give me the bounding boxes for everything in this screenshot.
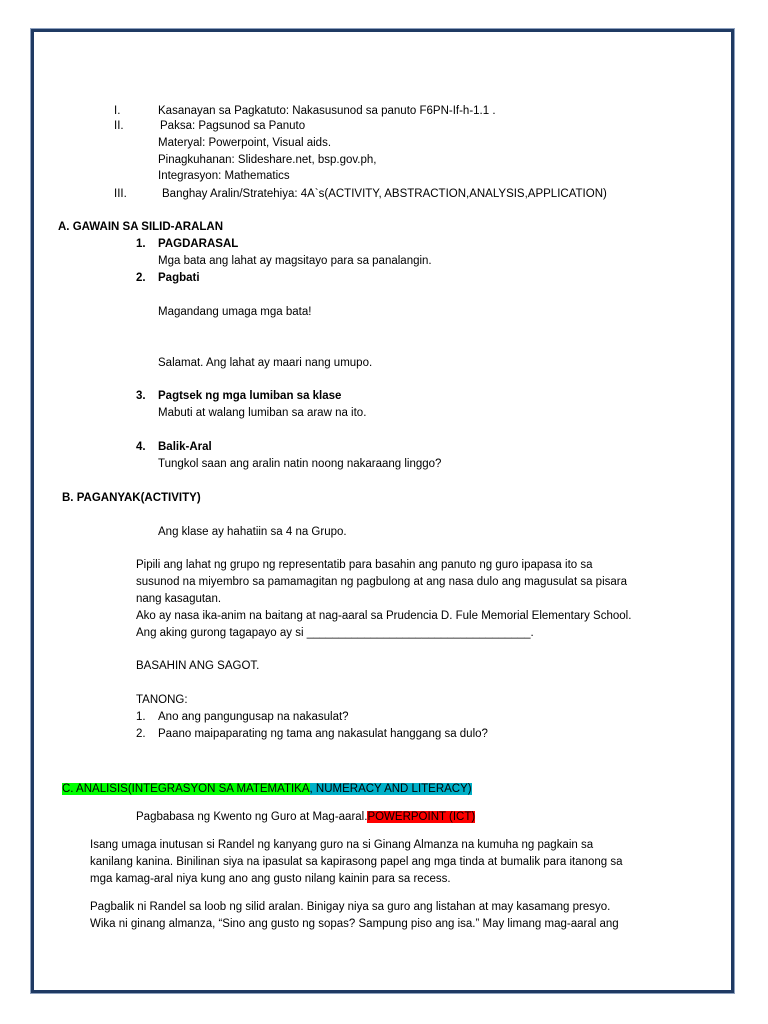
tanong-heading: TANONG: [136, 694, 188, 706]
section-a-heading: A. GAWAIN SA SILID-ARALAN [58, 221, 224, 233]
section-b-heading: B. PAGANYAK(ACTIVITY) [62, 492, 201, 504]
list-number: 4. [136, 441, 146, 453]
materyal-line: Materyal: Powerpoint, Visual aids. [158, 137, 332, 149]
kasanayan-line: Kasanayan sa Pagkatuto: Nakasusunod sa panuto F6PN-If-h-1.1 . [158, 105, 496, 117]
balik-aral-title: Balik-Aral [158, 441, 212, 453]
list-number: 2. [136, 272, 146, 284]
item-number: III. [114, 188, 127, 200]
pagbati-text2: Salamat. Ang lahat ay maari nang umupo. [158, 357, 373, 369]
pagtsek-title: Pagtsek ng mga lumiban sa klase [158, 390, 342, 402]
story-line: kanilang kanina. Binilinan siya na ipasulat sa kapirasong papel ang mga tinda at bumalik para itanong sa [90, 856, 623, 868]
paksa-line: Paksa: Pagsunod sa Panuto [160, 120, 306, 132]
item-number: I. [114, 105, 121, 117]
paragraph-line: nang kasagutan. [136, 593, 222, 605]
section-c-label-green: C. ANALISIS(INTEGRASYON SA MATEMATIKA [62, 783, 310, 795]
section-c-label-teal: , NUMERACY AND LITERACY) [309, 783, 472, 795]
item-number: II. [114, 120, 124, 132]
story-line: Pagbalik ni Randel sa loob ng silid aralan. Binigay niya sa guro ang listahan at may kasamang presyo. [90, 901, 611, 913]
grupo-intro: Ang klase ay hahatiin sa 4 na Grupo. [158, 526, 347, 538]
pagbati-title: Pagbati [158, 272, 200, 284]
paragraph-line: Pipili ang lahat ng grupo ng representatib para basahin ang panuto ng guro ipapasa ito sa [136, 559, 593, 571]
paragraph-line: Ako ay nasa ika-anim na baitang at nag-aaral sa Prudencia D. Fule Memorial Elementary School. [136, 610, 632, 622]
pagdarasal-title: PAGDARASAL [158, 238, 239, 250]
basahin-text: BASAHIN ANG SAGOT. [136, 660, 260, 672]
balik-aral-text: Tungkol saan ang aralin natin noong nakaraang linggo? [158, 458, 442, 470]
integrasyon-line: Integrasyon: Mathematics [158, 170, 290, 182]
reading-line [136, 810, 475, 824]
pagbati-text: Magandang umaga mga bata! [158, 306, 312, 318]
question-text: Ano ang pangungusap na nakasulat? [158, 711, 349, 723]
question-text: Paano maipaparating ng tama ang nakasulat hanggang sa dulo? [158, 728, 488, 740]
paragraph-line: susunod na miyembro sa pamamagitan ng pagbulong at ang nasa dulo ang magusulat sa pisara [136, 576, 627, 588]
story-line: Isang umaga inutusan si Randel ng kanyang guro na si Ginang Almanza na kumuha ng pagkain sa [90, 839, 594, 851]
list-number: 1. [136, 238, 146, 250]
reading-text: Pagbabasa ng Kwento ng Guro at Mag-aaral. [136, 811, 368, 823]
question-number: 1. [136, 711, 146, 723]
section-c-heading [62, 782, 472, 796]
pagtsek-text: Mabuti at walang lumiban sa araw na ito. [158, 407, 367, 419]
pinagkuhanan-line: Pinagkuhanan: Slideshare.net, bsp.gov.ph, [158, 154, 377, 166]
question-number: 2. [136, 728, 146, 740]
list-number: 3. [136, 390, 146, 402]
pagdarasal-text: Mga bata ang lahat ay magsitayo para sa panalangin. [158, 255, 432, 267]
paragraph-line: Ang aking gurong tagapayo ay si ___________________________________. [136, 627, 534, 639]
banghay-line: Banghay Aralin/Stratehiya: 4A`s(ACTIVITY, ABSTRACTION,ANALYSIS,APPLICATION) [162, 188, 607, 200]
story-line: mga kamag-aral niya kung ano ang gusto nilang kainin para sa recess. [90, 873, 451, 885]
story-line: Wika ni ginang almanza, “Sino ang gusto ng sopas? Sampung piso ang isa.” May limang mag-aaral ang [90, 918, 619, 930]
powerpoint-tag: POWERPOINT (ICT) [367, 811, 476, 823]
